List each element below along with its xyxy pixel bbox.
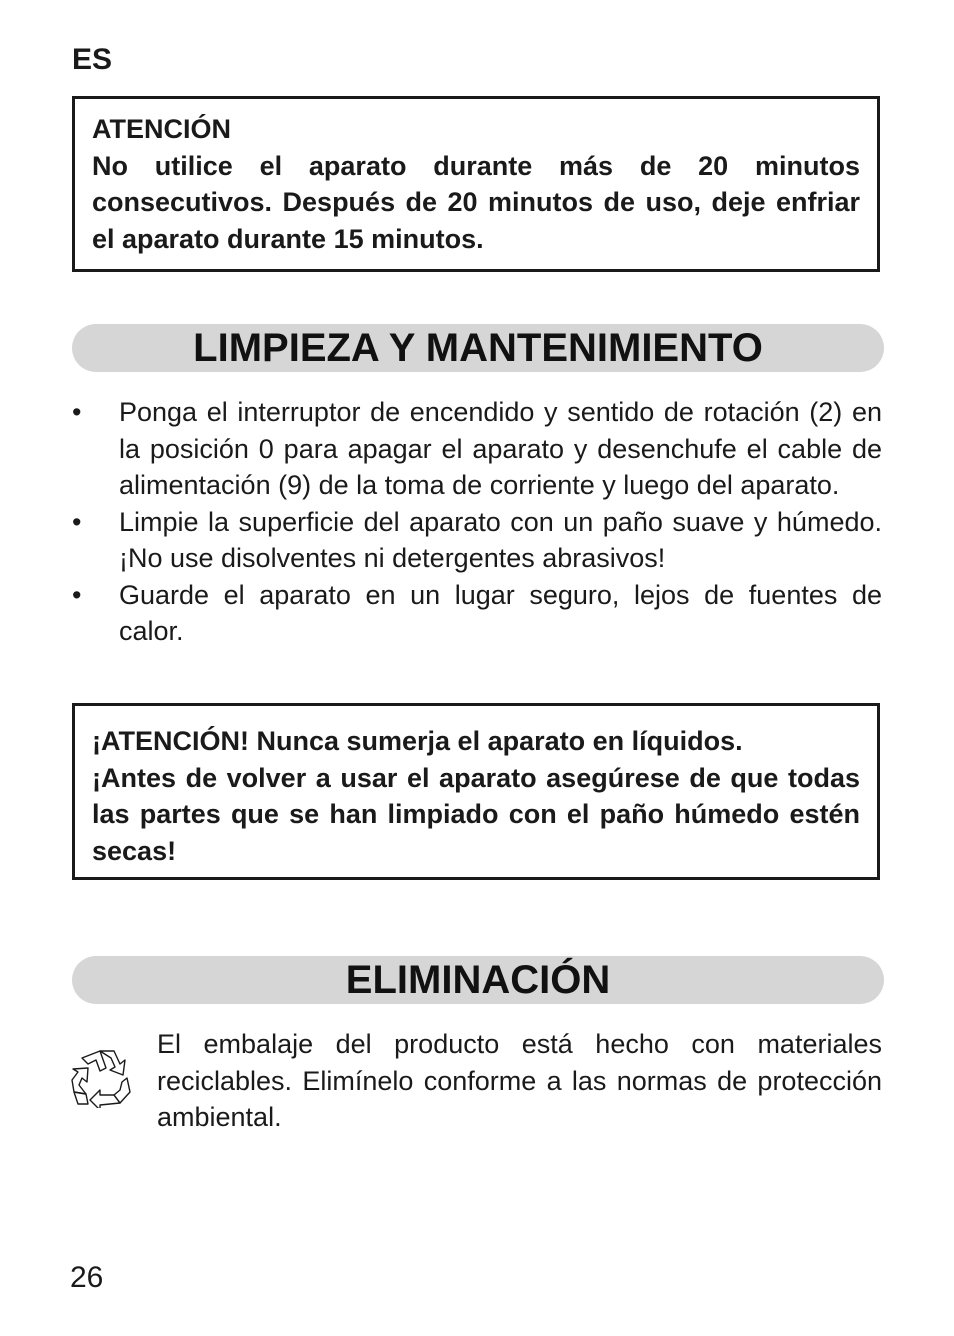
- disposal-text: El embalaje del producto está hecho con materiales reciclables. Elimínelo conforme a las normas de protección ambiental.: [157, 1029, 882, 1132]
- list-item-text: Limpie la superficie del aparato con un paño suave y húmedo. ¡No use disolventes ni detergentes abrasivos!: [119, 506, 882, 573]
- section-heading-disposal: ELIMINACIÓN: [72, 956, 884, 1004]
- language-code: ES: [72, 43, 113, 76]
- bullet-icon: •: [72, 579, 82, 610]
- list-item-text: Guarde el aparato en un lugar seguro, lejos de fuentes de calor.: [119, 579, 882, 646]
- warning-box-usage-time: [72, 96, 880, 272]
- list-item: [72, 504, 882, 577]
- section-heading-cleaning: LIMPIEZA Y MANTENIMIENTO: [72, 324, 884, 372]
- list-item-text: Ponga el interruptor de encendido y sentido de rotación (2) en la posición 0 para apagar el aparato y desenchufe el cable de alimentación (9) de la toma de corriente y luego del aparato.: [119, 397, 882, 500]
- warning-body: No utilice el aparato durante más de 20 minutos consecutivos. Después de 20 minutos de uso, deje enfriar el aparato durante 15 minutos.: [92, 150, 860, 254]
- warning-box-liquids: [72, 703, 880, 880]
- list-item: [72, 394, 882, 504]
- page-number: 26: [70, 1261, 104, 1294]
- list-item: [72, 577, 882, 650]
- warning-title: ATENCIÓN: [92, 114, 231, 144]
- recycle-icon: [70, 1048, 132, 1108]
- cleaning-instructions-list: [72, 394, 882, 650]
- bullet-icon: •: [72, 506, 82, 537]
- warning-line-liquids: ¡ATENCIÓN! Nunca sumerja el aparato en líquidos.: [92, 726, 743, 756]
- warning-line-dry-parts: ¡Antes de volver a usar el aparato asegúrese de que todas las partes que se han limpiado con el paño húmedo estén secas!: [92, 762, 860, 866]
- bullet-icon: •: [72, 397, 82, 427]
